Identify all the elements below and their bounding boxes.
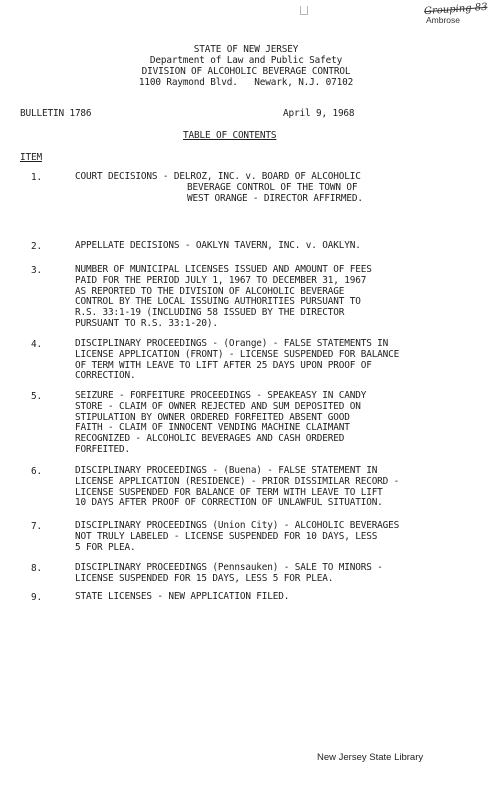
toc-item-text: [75, 521, 399, 553]
toc-item-text: [75, 339, 399, 382]
toc-item-number: 2.: [31, 241, 42, 252]
letterhead-address: 1100 Raymond Blvd. Newark, N.J. 07102: [138, 77, 354, 88]
toc-item-text: [75, 563, 383, 585]
toc-item-number: 3.: [31, 265, 42, 276]
toc-item-line: CORRECTION.: [75, 370, 136, 382]
handwritten-annotation: Grouping 83: [423, 1, 488, 18]
letterhead-state: STATE OF NEW JERSEY: [193, 44, 299, 55]
toc-item-line: SEIZURE - FORFEITURE PROCEEDINGS - SPEAKEASY IN CANDY: [75, 390, 367, 401]
toc-item-number: 9.: [31, 592, 42, 603]
toc-item-line: LICENSE APPLICATION (RESIDENCE) - PRIOR DISSIMILAR RECORD -: [75, 475, 400, 487]
toc-item-line: LICENSE SUSPENDED FOR 15 DAYS, LESS 5 FOR PLEA.: [75, 572, 334, 584]
toc-item-line: AS REPORTED TO THE DIVISION OF ALCOHOLIC BEVERAGE: [75, 285, 345, 297]
toc-item-line: PURSUANT TO R.S. 33:1-20).: [75, 317, 218, 329]
letterhead-department: Department of Law and Public Safety: [149, 55, 343, 66]
letterhead-division: DIVISION OF ALCOHOLIC BEVERAGE CONTROL: [141, 66, 351, 77]
bulletin-date: April 9, 1968: [283, 108, 355, 119]
toc-item-line: 10 DAYS AFTER PROOF OF CORRECTION OF UNLAWFUL SITUATION.: [75, 497, 383, 509]
toc-item-line: STIPULATION BY OWNER ORDERED FORFEITED ABSENT GOOD: [75, 411, 350, 423]
toc-item-text: [75, 466, 399, 509]
toc-item-line: LICENSE SUSPENDED FOR BALANCE OF TERM WITH LEAVE TO LIFT: [75, 486, 383, 498]
toc-item-number: 8.: [31, 563, 42, 574]
toc-item-number: 4.: [31, 339, 42, 350]
toc-item-text: [75, 592, 289, 603]
toc-item-line: FORFEITED.: [75, 443, 130, 455]
toc-item-line: RECOGNIZED - ALCOHOLIC BEVERAGES AND CASH ORDERED: [75, 433, 345, 445]
toc-item-line: BEVERAGE CONTROL OF THE TOWN OF: [187, 181, 358, 193]
letterhead: [0, 44, 492, 88]
toc-item-line: CONTROL BY THE LOCAL ISSUING AUTHORITIES PURSUANT TO: [75, 296, 361, 308]
toc-item-line: WEST ORANGE - DIRECTOR AFFIRMED.: [187, 192, 363, 204]
library-credit: New Jersey State Library: [317, 752, 424, 763]
toc-item-number: 7.: [31, 521, 42, 532]
toc-item-text: [75, 265, 372, 330]
toc-item-line: DISCIPLINARY PROCEEDINGS - (Buena) - FALSE STATEMENT IN: [75, 465, 378, 476]
toc-item-line: DISCIPLINARY PROCEEDINGS - (Orange) - FALSE STATEMENTS IN: [75, 338, 389, 349]
toc-item-number: 5.: [31, 391, 42, 402]
toc-item-line: R.S. 33:1-19 (INCLUDING 58 ISSUED BY THE DIRECTOR: [75, 307, 345, 319]
toc-item-line: PAID FOR THE PERIOD JULY 1, 1967 TO DECEMBER 31, 1967: [75, 274, 367, 286]
toc-item-line: OF TERM WITH LEAVE TO LIFT AFTER 25 DAYS UPON PROOF OF: [75, 359, 372, 371]
item-column-heading: ITEM: [20, 152, 42, 163]
toc-item-line: APPELLATE DECISIONS - OAKLYN TAVERN, INC. v. OAKLYN.: [75, 240, 361, 251]
toc-item-text: [75, 172, 363, 204]
toc-item-line: DISCIPLINARY PROCEEDINGS (Union City) - ALCOHOLIC BEVERAGES: [75, 520, 400, 531]
toc-item-line: NOT TRULY LABELED - LICENSE SUSPENDED FOR 10 DAYS, LESS: [75, 530, 378, 542]
toc-item-line: LICENSE APPLICATION (FRONT) - LICENSE SUSPENDED FOR BALANCE: [75, 348, 400, 360]
toc-item-line: FAITH - CLAIM OF INNOCENT VENDING MACHINE CLAIMANT: [75, 422, 350, 434]
toc-item-line: 5 FOR PLEA.: [75, 541, 136, 553]
toc-item-line: DISCIPLINARY PROCEEDINGS (Pennsauken) - SALE TO MINORS -: [75, 562, 383, 573]
bulletin-number: BULLETIN 1786: [20, 108, 92, 119]
toc-item-text: [75, 391, 366, 456]
toc-item-line: STATE LICENSES - NEW APPLICATION FILED.: [75, 591, 290, 602]
handwritten-initials: Ambrose: [426, 15, 461, 25]
toc-title: TABLE OF CONTENTS: [183, 130, 277, 141]
toc-item-line: NUMBER OF MUNICIPAL LICENSES ISSUED AND AMOUNT OF FEES: [75, 264, 372, 275]
toc-item-line: COURT DECISIONS - DELROZ, INC. v. BOARD OF ALCOHOLIC: [75, 171, 361, 182]
corner-mark: [300, 6, 308, 15]
toc-item-number: 1.: [31, 172, 42, 183]
toc-item-line: STORE - CLAIM OF OWNER REJECTED AND SUM DEPOSITED ON: [75, 400, 361, 412]
toc-item-number: 6.: [31, 466, 42, 477]
toc-item-text: [75, 241, 361, 252]
